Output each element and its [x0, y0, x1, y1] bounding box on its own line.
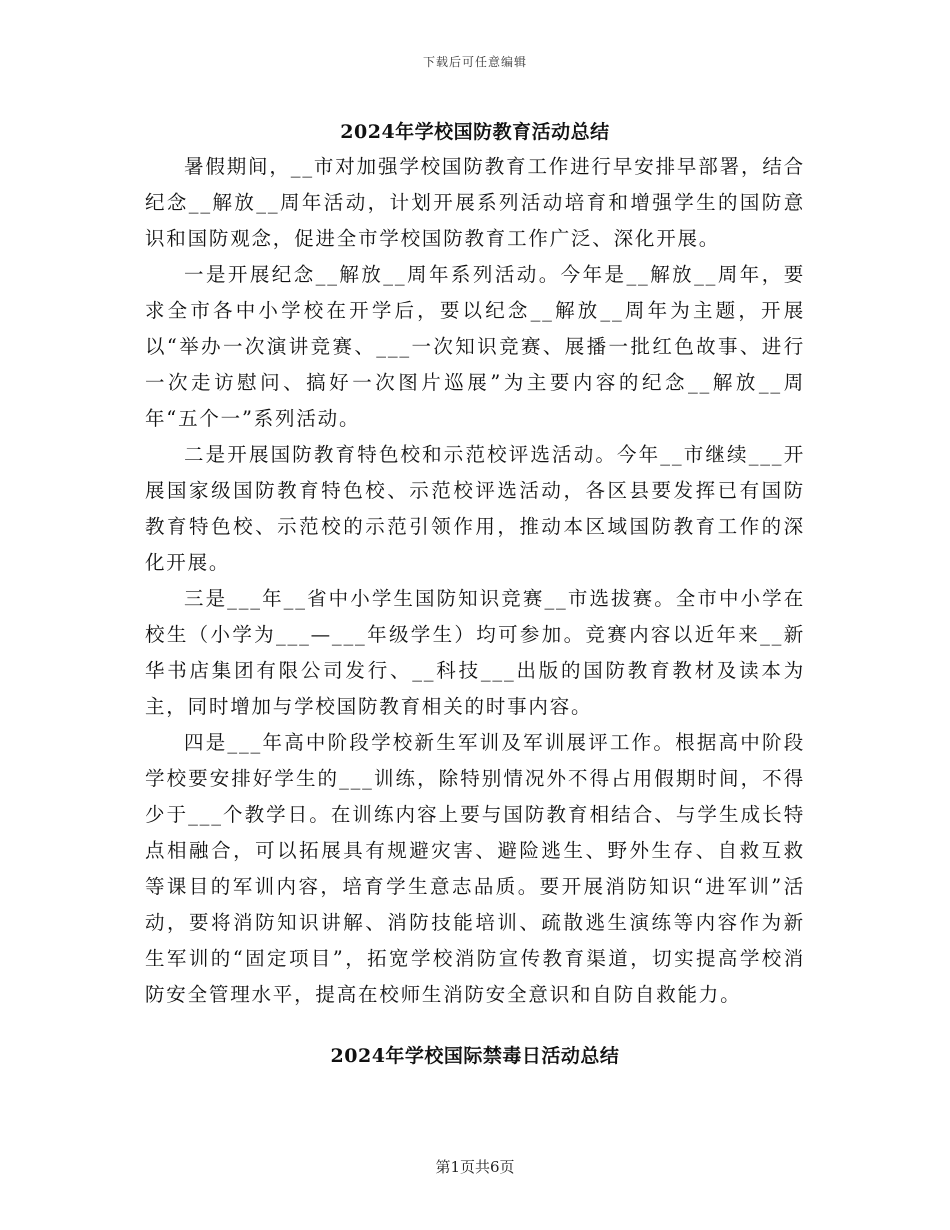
paragraph-3: 二是开展国防教育特色校和示范校评选活动。今年__市继续___开展国家级国防教育特色校、示范校评选活动，各区县要发挥已有国防教育特色校、示范校的示范引领作用，推动本区域国防教育工作的深化开展。: [145, 443, 805, 574]
document-title: 2024年学校国防教育活动总结: [340, 121, 610, 143]
header-note: 下载后可任意编辑: [422, 55, 527, 69]
paragraph-1: 暑假期间，__市对加强学校国防教育工作进行早安排早部署，结合纪念__解放__周年活动，计划开展系列活动培育和增强学生的国防意识和国防观念，促进全市学校国防教育工作广泛、深化开展。: [145, 155, 805, 250]
paragraph-5: 四是___年高中阶段学校新生军训及军训展评工作。根据高中阶段学校要安排好学生的___训练，除特别情况外不得占用假期时间，不得少于___个教学日。在训练内容上要与国防教育相结合、与学生成长特点相融合，可以拓展具有规避灾害、避险逃生、野外生存、自救互救等课目的军训内容，培育学生意志品质。要开展消防知识“进军训”活动，要将消防知识讲解、消防技能培训、疏散逃生演练等内容作为新生军训的“固定项目”，拓宽学校消防宣传教育渠道，切实提高学校消防安全管理水平，提高在校师生消防安全意识和自防自救能力。: [145, 731, 805, 1006]
paragraph-2: 一是开展纪念__解放__周年系列活动。今年是__解放__周年，要求全市各中小学校在开学后，要以纪念__解放__周年为主题，开展以“举办一次演讲竞赛、___一次知识竞赛、展播一批红色故事、进行一次走访慰问、搞好一次图片巡展”为主要内容的纪念__解放__周年“五个一”系列活动。: [145, 263, 805, 430]
paragraph-4: 三是___年__省中小学生国防知识竞赛__市选拔赛。全市中小学在校生（小学为___—___年级学生）均可参加。竞赛内容以近年来__新华书店集团有限公司发行、__科技___出版的国防教育教材及读本为主，同时增加与学校国防教育相关的时事内容。: [145, 587, 805, 718]
document-body: [145, 149, 805, 1013]
next-section-title: 2024年学校国际禁毒日活动总结: [330, 1045, 620, 1067]
page-number: 第1页共6页: [435, 1158, 515, 1176]
